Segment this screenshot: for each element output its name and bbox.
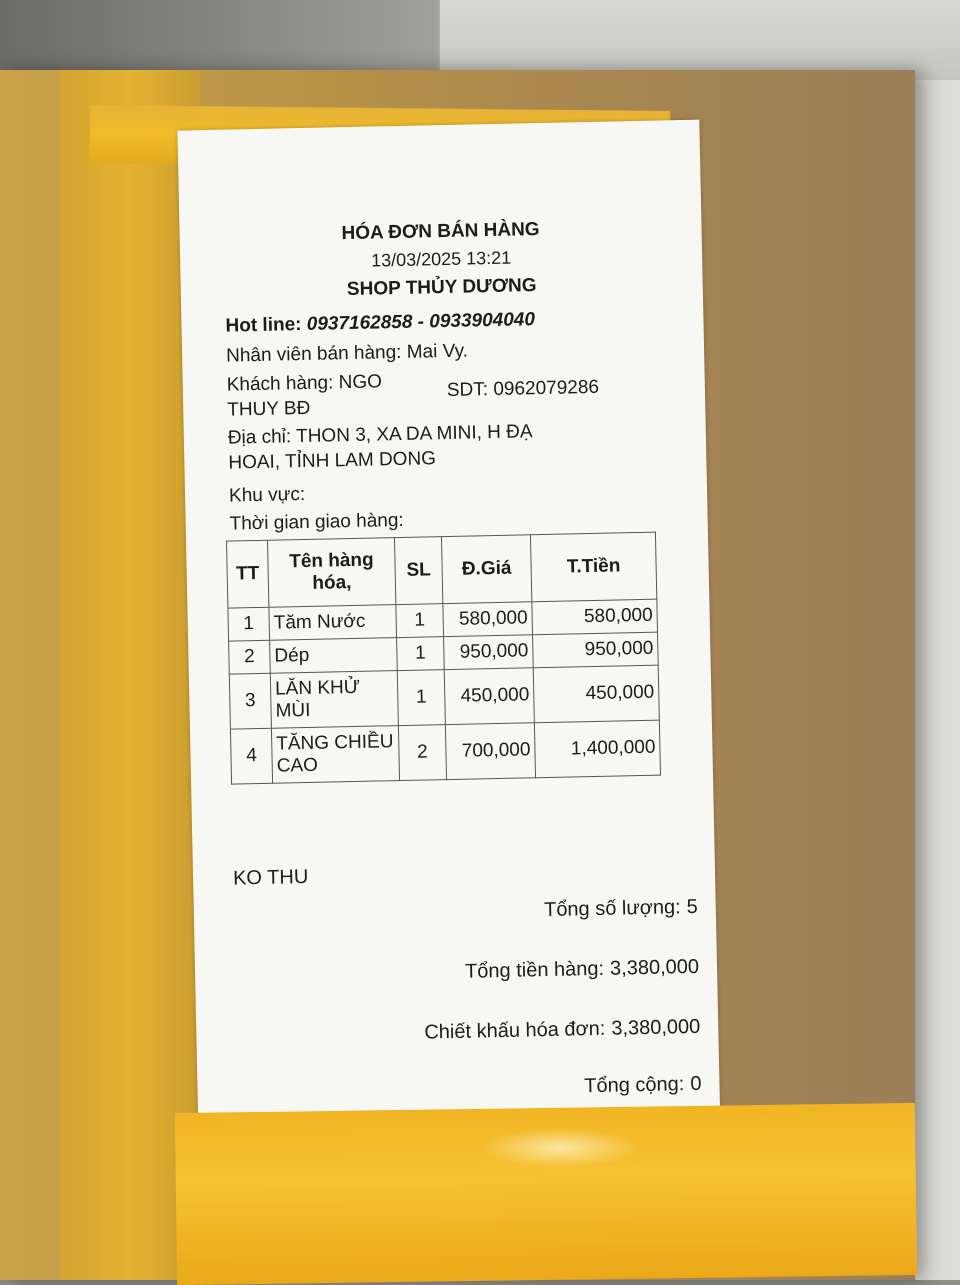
total-quantity-label: Tổng số lượng: [543, 896, 681, 922]
row-tt: 2 [229, 640, 271, 674]
row-unit-price: 950,000 [444, 635, 534, 670]
total-quantity-value: 5 [686, 895, 698, 919]
hotline-label: Hot line: [225, 314, 302, 337]
customer-phone: SDT: 0962079286 [446, 376, 600, 401]
subtotal-value: 3,380,000 [609, 955, 700, 980]
subtotal-label: Tổng tiền hàng: [464, 957, 605, 983]
row-name: Dép [270, 638, 398, 674]
subtotal [465, 956, 699, 984]
hotline [225, 309, 535, 337]
receipt-datetime: 13/03/2025 13:21 [370, 247, 512, 271]
area-label: Khu vực: [228, 483, 306, 507]
row-qty: 1 [396, 604, 444, 638]
address-line1: Địa chỉ: THON 3, XA DA MINI, H ĐẠ [227, 421, 533, 449]
row-unit-price: 700,000 [445, 723, 535, 780]
row-unit-price: 450,000 [444, 668, 534, 725]
row-tt: 4 [230, 728, 272, 784]
customer-name-line2: THUY BĐ [227, 397, 311, 421]
row-qty: 1 [397, 670, 445, 726]
row-total: 1,400,000 [534, 720, 660, 778]
receipt-title: HÓA ĐƠN BÁN HÀNG [341, 219, 540, 245]
total-quantity [544, 896, 698, 922]
payment-note: KO THU [232, 866, 309, 890]
wall-panel [438, 0, 960, 80]
row-qty: 2 [398, 725, 446, 781]
row-total: 950,000 [533, 632, 659, 668]
discount-value: 3,380,000 [611, 1015, 701, 1040]
discount [424, 1016, 700, 1045]
receipt-header [179, 216, 703, 305]
tape-glare [480, 1128, 640, 1168]
customer-name-line1: Khách hàng: NGO [226, 371, 383, 396]
row-tt: 1 [228, 607, 270, 641]
delivery-time-label: Thời gian giao hàng: [229, 509, 404, 535]
row-total: 450,000 [533, 665, 659, 723]
items-table [226, 532, 661, 785]
hotline-numbers: 0937162858 - 0933904040 [306, 309, 536, 335]
discount-label: Chiết khấu hóa đơn: [424, 1017, 606, 1044]
col-total: T.Tiền [530, 532, 656, 602]
sales-receipt [177, 120, 720, 1149]
shop-name: SHOP THỦY DƯƠNG [346, 275, 537, 301]
table-row [229, 665, 659, 729]
grand-total [584, 1073, 702, 1098]
row-total: 580,000 [532, 599, 658, 635]
col-unit-price: Đ.Giá [441, 535, 531, 604]
row-name: TĂNG CHIỀU CAO [271, 726, 399, 784]
staff-name: Nhân viên bán hàng: Mai Vy. [225, 340, 469, 367]
address-line2: HOAI, TỈNH LAM DONG [228, 448, 437, 474]
row-tt: 3 [229, 673, 271, 729]
grand-total-value: 0 [690, 1072, 702, 1096]
col-name: Tên hàng hóa, [267, 538, 395, 608]
table-header-row [227, 532, 657, 608]
col-qty: SL [394, 537, 442, 605]
row-unit-price: 580,000 [443, 602, 533, 637]
col-tt: TT [227, 540, 269, 608]
row-qty: 1 [397, 637, 445, 671]
row-name: LĂN KHỬ MÙI [270, 671, 398, 729]
row-name: Tăm Nước [269, 605, 397, 641]
grand-total-label: Tổng cộng: [584, 1073, 685, 1098]
table-row [230, 720, 660, 784]
